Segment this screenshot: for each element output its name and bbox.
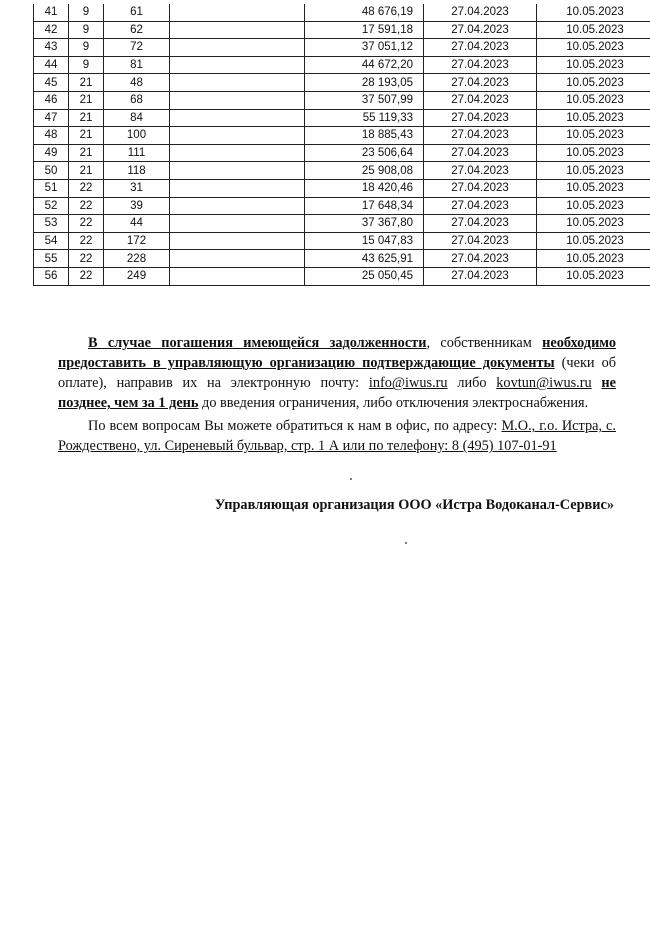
owner-name-cell — [170, 250, 305, 268]
building-number-cell: 9 — [69, 4, 104, 21]
notice-date-cell: 27.04.2023 — [424, 4, 537, 21]
notice-bold-deadline: не позднее, чем за 1 день — [58, 375, 617, 412]
table-row — [34, 56, 650, 74]
table-row — [34, 4, 650, 21]
debt-amount-cell: 28 193,05 — [305, 74, 424, 92]
table-row — [34, 109, 650, 127]
notice-date-cell: 27.04.2023 — [424, 250, 537, 268]
debt-amount-cell: 25 050,45 — [305, 267, 424, 285]
building-number-cell: 21 — [69, 162, 104, 180]
building-number-cell: 22 — [69, 179, 104, 197]
owner-name-cell — [170, 109, 305, 127]
deadline-date-cell: 10.05.2023 — [537, 197, 650, 215]
deadline-date-cell: 10.05.2023 — [537, 56, 650, 74]
owner-name-cell — [170, 21, 305, 39]
deadline-date-cell: 10.05.2023 — [537, 144, 650, 162]
building-number-cell: 22 — [69, 267, 104, 285]
debt-amount-cell: 44 672,20 — [305, 56, 424, 74]
row-number-cell: 49 — [34, 144, 69, 162]
owner-name-cell — [170, 267, 305, 285]
row-number-cell: 51 — [34, 179, 69, 197]
apartment-number-cell: 68 — [104, 91, 170, 109]
owner-name-cell — [170, 39, 305, 57]
apartment-number-cell: 111 — [104, 144, 170, 162]
notice-text-3: либо — [447, 375, 497, 392]
row-number-cell: 44 — [34, 56, 69, 74]
building-number-cell: 9 — [69, 39, 104, 57]
building-number-cell: 22 — [69, 197, 104, 215]
email-link-info[interactable]: info@iwus.ru — [368, 375, 448, 392]
debt-amount-cell: 25 908,08 — [305, 162, 424, 180]
notice-date-cell: 27.04.2023 — [424, 232, 537, 250]
owner-name-cell — [170, 232, 305, 250]
scan-speck — [405, 542, 407, 544]
notice-date-cell: 27.04.2023 — [424, 267, 537, 285]
contact-paragraph — [58, 416, 616, 456]
notice-date-cell: 27.04.2023 — [424, 39, 537, 57]
row-number-cell: 52 — [34, 197, 69, 215]
debt-amount-cell: 37 367,80 — [305, 215, 424, 233]
owner-name-cell — [170, 179, 305, 197]
deadline-date-cell: 10.05.2023 — [537, 179, 650, 197]
debt-amount-cell: 48 676,19 — [305, 4, 424, 21]
deadline-date-cell: 10.05.2023 — [537, 21, 650, 39]
notice-text-5: до введения ограничения, либо отключения электроснабжения. — [198, 395, 589, 412]
notice-date-cell: 27.04.2023 — [424, 197, 537, 215]
debt-amount-cell: 18 420,46 — [305, 179, 424, 197]
table-row — [34, 39, 650, 57]
building-number-cell: 21 — [69, 144, 104, 162]
table-row — [34, 91, 650, 109]
debt-amount-cell: 15 047,83 — [305, 232, 424, 250]
notice-bold-phrase-1: В случае погашения имеющейся задолженности — [88, 335, 427, 352]
apartment-number-cell: 118 — [104, 162, 170, 180]
debt-table-body — [34, 4, 650, 285]
notice-date-cell: 27.04.2023 — [424, 109, 537, 127]
row-number-cell: 53 — [34, 215, 69, 233]
owner-name-cell — [170, 56, 305, 74]
apartment-number-cell: 228 — [104, 250, 170, 268]
building-number-cell: 21 — [69, 127, 104, 145]
apartment-number-cell: 84 — [104, 109, 170, 127]
row-number-cell: 46 — [34, 91, 69, 109]
office-address: М.О., г.о. Истра, с. Рождествено, ул. Сиреневый бульвар, стр. 1 А или по телефону: 8 (495) 107-01-91 — [58, 418, 616, 455]
notice-date-cell: 27.04.2023 — [424, 91, 537, 109]
row-number-cell: 47 — [34, 109, 69, 127]
row-number-cell: 43 — [34, 39, 69, 57]
owner-name-cell — [170, 74, 305, 92]
notice-date-cell: 27.04.2023 — [424, 179, 537, 197]
apartment-number-cell: 72 — [104, 39, 170, 57]
signature-line: Управляющая организация ООО «Истра Водоканал-Сервис» — [214, 497, 614, 513]
notice-date-cell: 27.04.2023 — [424, 127, 537, 145]
notice-text-2: (чеки об оплате), направив их на электронную почту: — [58, 355, 616, 392]
apartment-number-cell: 44 — [104, 215, 170, 233]
notice-bold-phrase-2: необходимо предоставить в управляющую организацию подтверждающие документы — [58, 335, 616, 372]
apartment-number-cell: 62 — [104, 21, 170, 39]
notice-date-cell: 27.04.2023 — [424, 21, 537, 39]
apartment-number-cell: 61 — [104, 4, 170, 21]
deadline-date-cell: 10.05.2023 — [537, 74, 650, 92]
notice-date-cell: 27.04.2023 — [424, 74, 537, 92]
deadline-date-cell: 10.05.2023 — [537, 232, 650, 250]
table-row — [34, 215, 650, 233]
email-link-kovtun[interactable]: kovtun@iwus.ru — [496, 375, 592, 392]
building-number-cell: 22 — [69, 250, 104, 268]
owner-name-cell — [170, 91, 305, 109]
apartment-number-cell: 100 — [104, 127, 170, 145]
notice-text-1: , собственникам — [426, 335, 543, 352]
deadline-date-cell: 10.05.2023 — [537, 4, 650, 21]
debt-table — [33, 4, 650, 286]
row-number-cell: 45 — [34, 74, 69, 92]
owner-name-cell — [170, 144, 305, 162]
contact-text: По всем вопросам Вы можете обратиться к нам в офис, по адресу: — [88, 418, 502, 435]
notice-date-cell: 27.04.2023 — [424, 215, 537, 233]
row-number-cell: 48 — [34, 127, 69, 145]
debt-amount-cell: 37 051,12 — [305, 39, 424, 57]
building-number-cell: 9 — [69, 56, 104, 74]
table-row — [34, 74, 650, 92]
table-row — [34, 267, 650, 285]
debt-amount-cell: 18 885,43 — [305, 127, 424, 145]
table-row — [34, 197, 650, 215]
notice-date-cell: 27.04.2023 — [424, 144, 537, 162]
building-number-cell: 22 — [69, 232, 104, 250]
table-row — [34, 144, 650, 162]
owner-name-cell — [170, 215, 305, 233]
deadline-date-cell: 10.05.2023 — [537, 162, 650, 180]
deadline-date-cell: 10.05.2023 — [537, 250, 650, 268]
apartment-number-cell: 172 — [104, 232, 170, 250]
deadline-date-cell: 10.05.2023 — [537, 91, 650, 109]
row-number-cell: 50 — [34, 162, 69, 180]
building-number-cell: 21 — [69, 109, 104, 127]
owner-name-cell — [170, 4, 305, 21]
debt-amount-cell: 43 625,91 — [305, 250, 424, 268]
row-number-cell: 42 — [34, 21, 69, 39]
owner-name-cell — [170, 197, 305, 215]
owner-name-cell — [170, 127, 305, 145]
row-number-cell: 41 — [34, 4, 69, 21]
building-number-cell: 21 — [69, 91, 104, 109]
notice-date-cell: 27.04.2023 — [424, 56, 537, 74]
notice-text-4 — [592, 375, 602, 391]
row-number-cell: 54 — [34, 232, 69, 250]
building-number-cell: 9 — [69, 21, 104, 39]
apartment-number-cell: 31 — [104, 179, 170, 197]
debt-amount-cell: 17 648,34 — [305, 197, 424, 215]
table-row — [34, 250, 650, 268]
table-row — [34, 232, 650, 250]
deadline-date-cell: 10.05.2023 — [537, 109, 650, 127]
table-row — [34, 127, 650, 145]
row-number-cell: 55 — [34, 250, 69, 268]
debt-amount-cell: 17 591,18 — [305, 21, 424, 39]
apartment-number-cell: 39 — [104, 197, 170, 215]
deadline-date-cell: 10.05.2023 — [537, 127, 650, 145]
building-number-cell: 22 — [69, 215, 104, 233]
table-row — [34, 162, 650, 180]
building-number-cell: 21 — [69, 74, 104, 92]
apartment-number-cell: 48 — [104, 74, 170, 92]
apartment-number-cell: 249 — [104, 267, 170, 285]
debt-amount-cell: 23 506,64 — [305, 144, 424, 162]
table-row — [34, 21, 650, 39]
deadline-date-cell: 10.05.2023 — [537, 267, 650, 285]
row-number-cell: 56 — [34, 267, 69, 285]
notice-date-cell: 27.04.2023 — [424, 162, 537, 180]
debt-amount-cell: 37 507,99 — [305, 91, 424, 109]
debt-amount-cell: 55 119,33 — [305, 109, 424, 127]
scan-speck — [350, 478, 352, 480]
apartment-number-cell: 81 — [104, 56, 170, 74]
owner-name-cell — [170, 162, 305, 180]
repayment-notice-paragraph — [58, 333, 616, 413]
deadline-date-cell: 10.05.2023 — [537, 39, 650, 57]
deadline-date-cell: 10.05.2023 — [537, 215, 650, 233]
table-row — [34, 179, 650, 197]
